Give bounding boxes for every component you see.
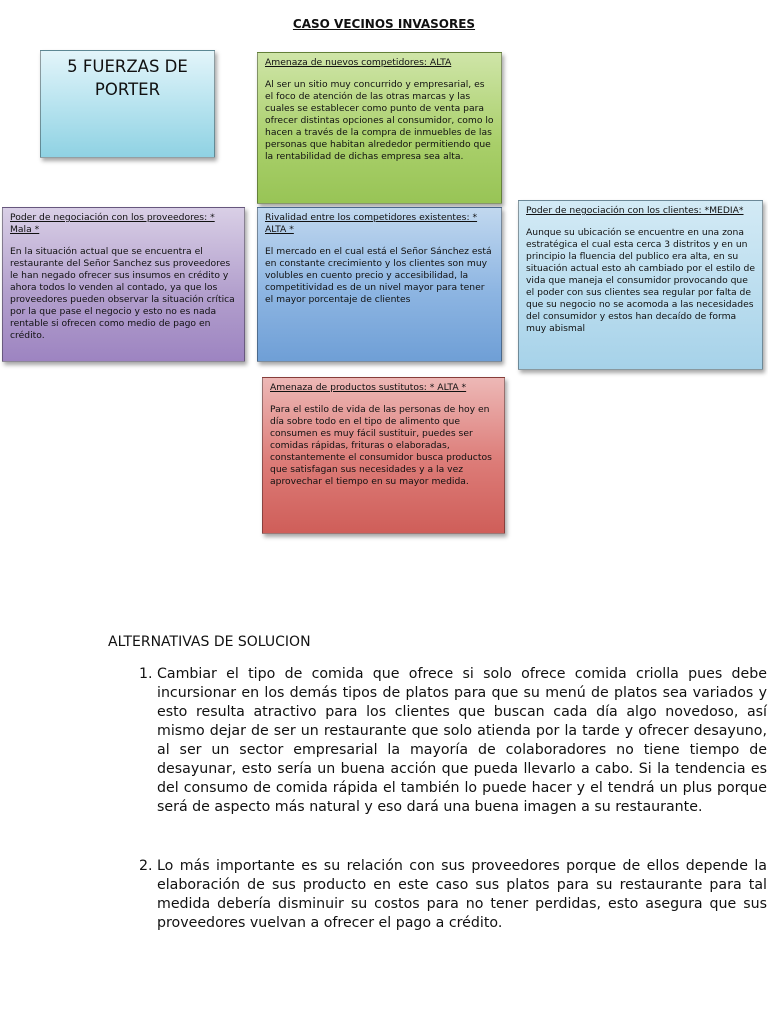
force-rivalry-heading: Rivalidad entre los competidores existentes: * ALTA * bbox=[265, 212, 478, 235]
alternatives-list bbox=[132, 665, 767, 933]
porter-title-box bbox=[40, 50, 215, 158]
force-substitutes-heading: Amenaza de productos sustitutos: * ALTA * bbox=[270, 382, 467, 393]
force-suppliers-box bbox=[2, 207, 245, 362]
alternative-item: 2. Lo más importante es su relación con sus proveedores porque de ellos depende la elaboración de sus producto en este caso sus platos para su restaurante para tal medida debería disminuir su costos para no tener perdidas, esto asegura que sus proveedores vuelvan a ofrecer el pago a crédito. bbox=[157, 857, 767, 933]
force-rivalry-text: El mercado en el cual está el Señor Sánchez está en constante crecimiento y los clientes son muy volubles en cuento precio y accesibilidad, la competitividad es de un nivel mayor para tener el mayor porcentaje de clientes bbox=[265, 246, 492, 305]
force-customers-box bbox=[518, 200, 763, 370]
force-rivalry-box bbox=[257, 207, 502, 362]
force-suppliers-heading: Poder de negociación con los proveedores: * Mala * bbox=[10, 212, 215, 235]
force-customers-text: Aunque su ubicación se encuentre en una zona estratégica el cual esta cerca 3 distritos y en un principio la fluencia del publico era alta, en su situación actual esto ah cambiado por el estilo de vida que maneja el consumidor provocando que el poder con sus clientes sea regular por falta de que su negocio no se acomoda a las necesidades del consumidor y estos han decaído de forma muy abismal bbox=[526, 227, 755, 334]
alternatives-heading: ALTERNATIVAS DE SOLUCION bbox=[108, 634, 311, 650]
porter-title: 5 FUERZAS DE PORTER bbox=[67, 57, 188, 99]
alternative-item: 1. Cambiar el tipo de comida que ofrece si solo ofrece comida criolla pues debe incursionar en los demás tipos de platos para que su menú de platos sea variados y esto resulta atractivo para los clientes que buscan cada día algo novedoso, así mismo dejar de ser un restaurante que solo atienda por la tarde y ofrecer desayuno, al ser un sector empresarial la mayoría de colaboradores no tiene tiempo de desayunar, esto sería un buena acción que pueda llevarlo a cabo. Si la tendencia es del consumo de comida rápida el también lo puede hacer y el tendrá un plus porque será de aspecto más natural y eso dará una buena imagen a su restaurante. bbox=[157, 665, 767, 817]
force-customers-heading: Poder de negociación con los clientes: *MEDIA* bbox=[526, 205, 744, 216]
force-substitutes-box bbox=[262, 377, 505, 534]
force-substitutes-text: Para el estilo de vida de las personas de hoy en día sobre todo en el tipo de alimento que consumen es muy fácil sustituir, puedes ser comidas rápidas, frituras o elaboradas, constantemente el consumidor busca productos que satisfagan sus necesidades y a la vez aprovechar el tiempo en su mayor medida. bbox=[270, 404, 492, 487]
document-title: CASO VECINOS INVASORES bbox=[292, 17, 476, 31]
force-suppliers-text: En la situación actual que se encuentra el restaurante del Señor Sanchez sus proveedores le han negado ofrecer sus insumos en crédito y ahora todos lo venden al contado, ya que los proveedores pueden observar la situación crítica por la que pase el negocio y esto no es nada rentable si ofrecen como medio de pago en crédito. bbox=[10, 246, 235, 341]
force-new-competitors-box bbox=[257, 52, 502, 204]
force-new-competitors-text: Al ser un sitio muy concurrido y empresarial, es el foco de atención de las otras marcas y las cuales se establecer como punto de venta para ofrecer distintas opciones al consumidor, como lo hacen a través de la compra de inmuebles de las personas que habitan alrededor permitiendo que la rentabilidad de dichas empresa sea alta. bbox=[265, 79, 494, 162]
force-new-competitors-heading: Amenaza de nuevos competidores: ALTA bbox=[265, 57, 452, 68]
